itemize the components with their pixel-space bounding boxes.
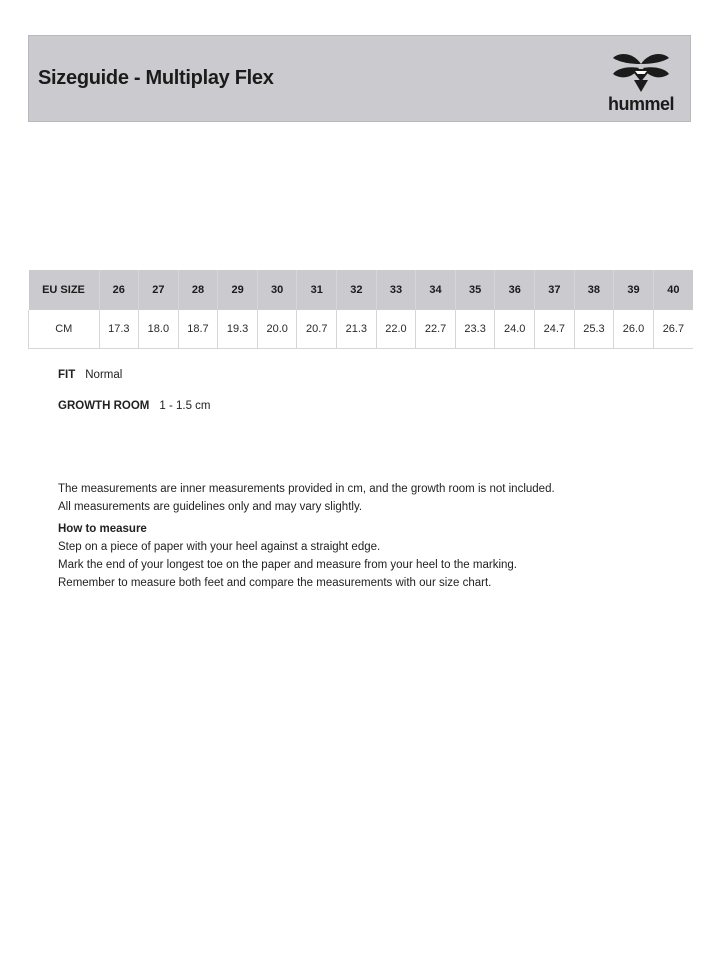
- cm-label: CM: [29, 310, 100, 349]
- cm-cell: 24.7: [535, 310, 575, 349]
- size-cell: 36: [495, 270, 535, 310]
- size-cell: 29: [218, 270, 258, 310]
- cm-cell: 20.7: [297, 310, 337, 349]
- note-line: All measurements are guidelines only and may vary slightly.: [58, 501, 363, 513]
- size-cell: 28: [178, 270, 218, 310]
- fit-line: [58, 369, 122, 381]
- size-cell: 40: [653, 270, 693, 310]
- size-cell: 35: [455, 270, 495, 310]
- growth-room-label: GROWTH ROOM: [58, 400, 150, 412]
- growth-room-value: 1 - 1.5 cm: [159, 400, 211, 412]
- size-cell: 39: [614, 270, 654, 310]
- measure-step: Remember to measure both feet and compare the measurements with our size chart.: [58, 577, 492, 589]
- cm-cell: 26.7: [653, 310, 693, 349]
- how-to-measure-heading: How to measure: [58, 523, 147, 535]
- size-cell: 38: [574, 270, 614, 310]
- size-cell: 33: [376, 270, 416, 310]
- measure-step: Mark the end of your longest toe on the paper and measure from your heel to the marking.: [58, 559, 517, 571]
- size-cell: 37: [535, 270, 575, 310]
- size-cell: 32: [337, 270, 377, 310]
- hummel-logo: [603, 50, 679, 114]
- cm-cell: 22.0: [376, 310, 416, 349]
- size-table: [28, 270, 693, 349]
- cm-cell: 25.3: [574, 310, 614, 349]
- measurement-notes: [58, 480, 555, 592]
- size-cell: 31: [297, 270, 337, 310]
- cm-cell: 22.7: [416, 310, 456, 349]
- cm-cell: 23.3: [455, 310, 495, 349]
- cm-cell: 20.0: [257, 310, 297, 349]
- fit-label: FIT: [58, 369, 76, 381]
- size-cell: 30: [257, 270, 297, 310]
- size-header-row: [29, 270, 694, 310]
- cm-cell: 24.0: [495, 310, 535, 349]
- growth-room-line: [58, 400, 211, 412]
- cm-cell: 19.3: [218, 310, 258, 349]
- measure-step: Step on a piece of paper with your heel against a straight edge.: [58, 541, 381, 553]
- size-cell: 26: [99, 270, 139, 310]
- cm-cell: 17.3: [99, 310, 139, 349]
- cm-cell: 26.0: [614, 310, 654, 349]
- fit-value: Normal: [85, 369, 123, 381]
- cm-cell: 18.7: [178, 310, 218, 349]
- note-line: The measurements are inner measurements provided in cm, and the growth room is not included.: [58, 483, 555, 495]
- page-title: Sizeguide - Multiplay Flex: [38, 67, 274, 89]
- size-cell: 27: [139, 270, 179, 310]
- cm-cell: 18.0: [139, 310, 179, 349]
- size-cell: 34: [416, 270, 456, 310]
- cm-cell: 21.3: [337, 310, 377, 349]
- header-banner: [28, 35, 691, 122]
- eu-size-label: EU SIZE: [29, 270, 100, 310]
- cm-row: [29, 310, 694, 349]
- bumblebee-icon: [603, 50, 679, 96]
- brand-wordmark: hummel: [607, 94, 674, 114]
